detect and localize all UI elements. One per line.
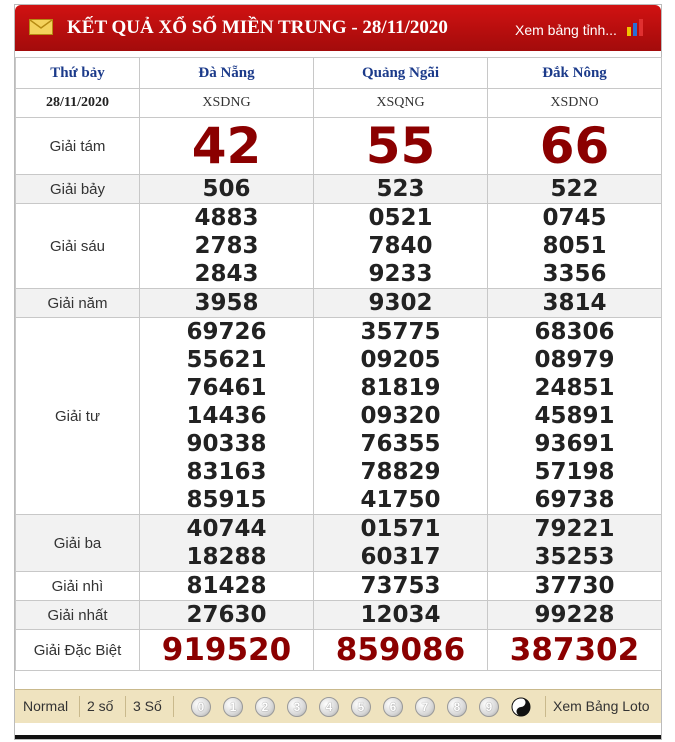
prize-cell: [488, 515, 662, 572]
prize-number: 9233: [368, 261, 433, 287]
prize-label: Giải năm: [16, 289, 140, 318]
prize-number: 7840: [368, 233, 433, 259]
prize-number: 69726: [186, 319, 267, 345]
digit-filter-5[interactable]: 5: [351, 697, 371, 717]
divider: [79, 696, 80, 717]
prize-row: [16, 118, 662, 175]
prize-number: 55: [365, 117, 436, 175]
province-header-row: [16, 58, 662, 89]
prize-number: 73753: [360, 573, 441, 599]
prize-number: 45891: [534, 403, 615, 429]
prize-number: 2783: [194, 233, 259, 259]
prize-cell: [314, 289, 488, 318]
prize-label: Giải nhất: [16, 601, 140, 630]
prize-number: 79221: [534, 516, 615, 542]
prize-number: 2843: [194, 261, 259, 287]
digit-filter-0[interactable]: 0: [191, 697, 211, 717]
prize-number: 859086: [335, 632, 466, 668]
divider: [545, 696, 546, 717]
prize-cell: [140, 515, 314, 572]
prize-number: 523: [376, 176, 425, 202]
prize-number: 9302: [368, 290, 433, 316]
bar-chart-icon[interactable]: [625, 17, 647, 37]
prize-number: 55621: [186, 347, 267, 373]
prize-number: 12034: [360, 602, 441, 628]
draw-date: 28/11/2020: [16, 89, 140, 118]
prize-label: Giải ba: [16, 515, 140, 572]
prize-cell: [488, 318, 662, 515]
prize-number: 24851: [534, 375, 615, 401]
mail-icon: [29, 19, 53, 35]
prize-number: 60317: [360, 544, 441, 570]
date-code-row: [16, 89, 662, 118]
prize-number: 8051: [542, 233, 607, 259]
prize-cell: [314, 630, 488, 671]
prize-cell: [314, 515, 488, 572]
prize-number: 42: [191, 117, 262, 175]
province-code[interactable]: XSQNG: [314, 89, 488, 118]
results-header: [15, 5, 661, 51]
prize-number: 4883: [194, 205, 259, 231]
prize-row: [16, 204, 662, 289]
divider: [125, 696, 126, 717]
prize-number: 0521: [368, 205, 433, 231]
display-mode-1[interactable]: Normal: [23, 698, 69, 714]
province-code[interactable]: XSDNG: [140, 89, 314, 118]
digit-filter-8[interactable]: 8: [447, 697, 467, 717]
province-name[interactable]: Đà Nẵng: [140, 58, 314, 89]
prize-number: 81819: [360, 375, 441, 401]
prize-number: 69738: [534, 487, 615, 513]
prize-cell: [488, 175, 662, 204]
prize-cell: [488, 630, 662, 671]
prize-row: [16, 175, 662, 204]
prize-number: 85915: [186, 487, 267, 513]
province-code[interactable]: XSDNO: [488, 89, 662, 118]
prize-cell: [488, 601, 662, 630]
prize-number: 3958: [194, 290, 259, 316]
prize-number: 919520: [161, 632, 292, 668]
prize-number: 66: [539, 117, 610, 175]
prize-cell: [488, 118, 662, 175]
prize-cell: [140, 175, 314, 204]
prize-number: 01571: [360, 516, 441, 542]
digit-filter-7[interactable]: 7: [415, 697, 435, 717]
prize-cell: [140, 118, 314, 175]
digit-filter-4[interactable]: 4: [319, 697, 339, 717]
prize-label: Giải sáu: [16, 204, 140, 289]
prize-number: 81428: [186, 573, 267, 599]
yinyang-icon[interactable]: [511, 697, 531, 717]
prize-label: Giải tám: [16, 118, 140, 175]
prize-number: 27630: [186, 602, 267, 628]
prize-cell: [140, 318, 314, 515]
digit-filter-1[interactable]: 1: [223, 697, 243, 717]
number-filter-bar: [15, 689, 661, 723]
prize-number: 57198: [534, 459, 615, 485]
prize-cell: [488, 204, 662, 289]
footer-strip: [15, 723, 661, 739]
prize-cell: [314, 175, 488, 204]
digit-filter-6[interactable]: 6: [383, 697, 403, 717]
prize-number: 37730: [534, 573, 615, 599]
prize-row: [16, 572, 662, 601]
prize-number: 14436: [186, 403, 267, 429]
prize-number: 93691: [534, 431, 615, 457]
prize-number: 90338: [186, 431, 267, 457]
prize-number: 76355: [360, 431, 441, 457]
prize-number: 522: [550, 176, 599, 202]
view-province-table-link[interactable]: Xem bảng tỉnh...: [515, 22, 617, 38]
prize-cell: [314, 118, 488, 175]
prize-number: 78829: [360, 459, 441, 485]
prize-cell: [140, 204, 314, 289]
prize-number: 41750: [360, 487, 441, 513]
page-title: KẾT QUẢ XỔ SỐ MIỀN TRUNG - 28/11/2020: [67, 17, 448, 38]
prize-number: 3356: [542, 261, 607, 287]
prize-number: 0745: [542, 205, 607, 231]
prize-cell: [314, 318, 488, 515]
results-panel: [14, 4, 662, 740]
display-mode-3[interactable]: 3 Số: [133, 698, 162, 714]
prize-number: 83163: [186, 459, 267, 485]
prize-label: Giải tư: [16, 318, 140, 515]
digit-filter-3[interactable]: 3: [287, 697, 307, 717]
prize-number: 76461: [186, 375, 267, 401]
prize-number: 08979: [534, 347, 615, 373]
prize-row: [16, 289, 662, 318]
prize-number: 35253: [534, 544, 615, 570]
prize-row: [16, 601, 662, 630]
prize-number: 09205: [360, 347, 441, 373]
day-label: Thứ bảy: [16, 58, 140, 89]
prize-label: Giải Đặc Biệt: [16, 630, 140, 671]
prize-cell: [314, 601, 488, 630]
prize-label: Giải bảy: [16, 175, 140, 204]
digit-filter-2[interactable]: 2: [255, 697, 275, 717]
prize-cell: [314, 204, 488, 289]
prize-number: 3814: [542, 290, 607, 316]
divider: [173, 696, 174, 717]
province-name[interactable]: Quảng Ngãi: [314, 58, 488, 89]
prize-row: [16, 630, 662, 671]
prize-cell: [140, 630, 314, 671]
results-table: [15, 57, 662, 671]
display-mode-2[interactable]: 2 số: [87, 698, 114, 714]
prize-row: [16, 318, 662, 515]
prize-number: 40744: [186, 516, 267, 542]
prize-number: 387302: [509, 632, 640, 668]
prize-cell: [314, 572, 488, 601]
prize-number: 18288: [186, 544, 267, 570]
prize-number: 99228: [534, 602, 615, 628]
prize-number: 35775: [360, 319, 441, 345]
digit-filter-9[interactable]: 9: [479, 697, 499, 717]
view-loto-table-link[interactable]: Xem Bảng Loto: [553, 698, 650, 714]
prize-row: [16, 515, 662, 572]
prize-number: 09320: [360, 403, 441, 429]
prize-number: 68306: [534, 319, 615, 345]
prize-label: Giải nhì: [16, 572, 140, 601]
prize-cell: [488, 289, 662, 318]
prize-cell: [140, 289, 314, 318]
prize-number: 506: [202, 176, 251, 202]
prize-cell: [140, 572, 314, 601]
prize-cell: [140, 601, 314, 630]
prize-cell: [488, 572, 662, 601]
province-name[interactable]: Đắk Nông: [488, 58, 662, 89]
